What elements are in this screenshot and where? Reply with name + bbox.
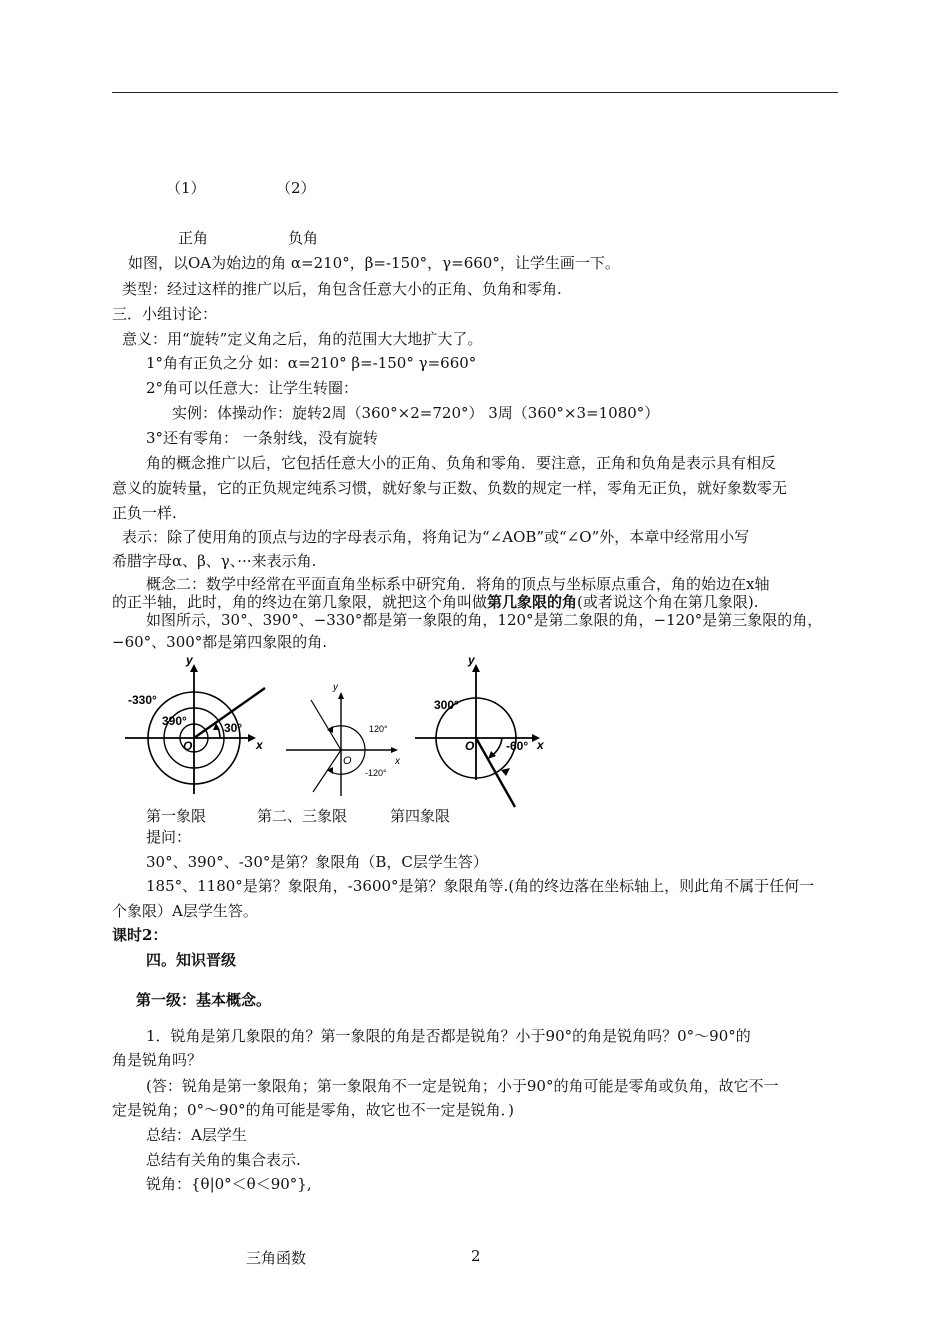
angle-label-neg120: -120° xyxy=(365,768,387,778)
origin-label: O xyxy=(183,739,193,753)
figure-label-1: （1） xyxy=(166,179,206,197)
section-three-heading: 三．小组讨论： xyxy=(112,305,218,323)
figure-label-2: （2） xyxy=(276,179,316,197)
angle-label-120: 120° xyxy=(369,724,388,734)
answer-line: 定是锐角；0°～90°的角可能是零角，故它也不一定是锐角．) xyxy=(112,1101,514,1119)
acute-angle-set: 锐角：{θ|0°＜θ＜90°}, xyxy=(146,1175,312,1193)
exercise-one-line: 角是锐角吗？ xyxy=(112,1051,203,1069)
x-axis-label: x xyxy=(395,756,400,767)
angle-label-neg60: -60° xyxy=(506,739,529,753)
angle-label-30: 30° xyxy=(224,721,243,735)
terminal-side-neg120 xyxy=(313,750,341,792)
meaning-paragraph: 意义：用“旋转”定义角之后，角的范围大大地扩大了。 xyxy=(122,330,483,348)
concept-paragraph-line: 意义的旋转量，它的正负规定纯系习惯，就好象与正数、负数的规定一样，零角无正负，就好象数零无 xyxy=(112,479,788,497)
concept-two-line: 概念二：数学中经常在平面直角坐标系中研究角．将角的顶点与坐标原点重合，角的始边在x轴 xyxy=(146,575,770,593)
header-rule xyxy=(112,92,838,93)
concept-paragraph-line: 正负一样. xyxy=(112,504,177,522)
x-axis-label: x xyxy=(537,738,544,752)
terminal-side-120 xyxy=(311,700,341,750)
notation-paragraph-line: 表示：除了使用角的顶点与边的字母表示角，将角记为“∠AOB”或“∠O”外，本章中经常用小写 xyxy=(122,528,750,546)
angle-label-300: 300° xyxy=(434,698,459,712)
point-three: 3°还有零角： 一条射线，没有旋转 xyxy=(146,429,378,447)
rotation-example: 实例：体操动作：旋转2周（360°×2=720°） 3周（360°×3=1080°） xyxy=(172,404,660,422)
figure-paragraph-line: −60°、300°都是第四象限的角. xyxy=(112,633,328,651)
negative-angle-label: 负角 xyxy=(288,229,319,247)
exercise-one-line: 1．锐角是第几象限的角？第一象限的角是否都是锐角？小于90°的角是锐角吗？0°～90°的 xyxy=(146,1027,751,1045)
origin-label: O xyxy=(465,739,475,753)
point-two: 2°角可以任意大：让学生转圈： xyxy=(146,379,359,397)
arrowhead xyxy=(501,768,510,776)
y-axis-label: y xyxy=(186,653,193,667)
origin-label: O xyxy=(343,755,352,767)
summary-line: 总结：A层学生 xyxy=(146,1126,247,1144)
quadrant-angle-term: 第几象限的角 xyxy=(487,593,578,611)
angle-label-neg330: -330° xyxy=(128,693,157,707)
question-two-line: 个象限）A层学生答。 xyxy=(112,902,258,920)
positive-angle-label: 正角 xyxy=(178,229,209,247)
summary-line: 总结有关角的集合表示. xyxy=(146,1151,301,1169)
question-one: 30°、390°、-30°是第？象限角（B，C层学生答） xyxy=(146,853,488,871)
fourth-quadrant-figure xyxy=(412,652,557,812)
y-axis-label: y xyxy=(333,682,338,693)
y-axis-arrow xyxy=(338,692,344,699)
level-one-heading: 第一级：基本概念。 xyxy=(136,991,272,1009)
angle-label-390: 390° xyxy=(162,714,187,728)
type-paragraph: 类型：经过这样的推广以后，角包含任意大小的正角、负角和零角. xyxy=(122,280,562,298)
answer-line: (答：锐角是第一象限角；第一象限角不一定是锐角；小于90°的角可能是零角或负角，故它不一 xyxy=(146,1077,779,1095)
notation-paragraph-line: 希腊字母α、β、γ、···来表示角. xyxy=(112,552,317,570)
point-one: 1°角有正负之分 如：α=210° β=-150° γ=660° xyxy=(146,354,477,372)
question-label: 提问： xyxy=(146,828,192,846)
first-quadrant-figure xyxy=(120,652,270,800)
concept-two-line xyxy=(112,592,759,612)
x-axis-label: x xyxy=(256,738,263,752)
figure-paragraph-line: 如图所示，30°、390°、−330°都是第一象限的角，120°是第二象限的角，−120°是第三象限的角， xyxy=(146,611,823,629)
concept-paragraph-line: 角的概念推广以后，它包括任意大小的正角、负角和零角．要注意，正角和负角是表示具有相反 xyxy=(146,454,777,472)
page-number: 2 xyxy=(471,1247,481,1265)
section-four-heading: 四。知识晋级 xyxy=(146,951,237,969)
arrowhead xyxy=(327,767,333,774)
caption-first-quadrant: 第一象限 xyxy=(146,807,207,825)
question-two-line: 185°、1180°是第？象限角，-3600°是第？象限角等.(角的终边落在坐标轴上，则此角不属于任何一 xyxy=(146,877,815,895)
lesson-two-heading: 课时2： xyxy=(112,926,168,944)
example-paragraph: 如图，以OA为始边的角 α=210°，β=-150°，γ=660°，让学生画一下。 xyxy=(128,254,620,272)
concept-two-text: 的正半轴，此时，角的终边在第几象限，就把这个角叫做 xyxy=(112,593,488,611)
concept-two-text: (或者说这个角在第几象限). xyxy=(577,593,759,611)
caption-second-third-quadrant: 第二、三象限 xyxy=(257,807,348,825)
second-third-quadrant-figure xyxy=(283,680,408,800)
x-axis-arrow xyxy=(248,734,256,742)
x-axis-arrow xyxy=(391,747,398,753)
caption-fourth-quadrant: 第四象限 xyxy=(390,807,451,825)
y-axis-label: y xyxy=(468,653,475,667)
footer-title: 三角函数 xyxy=(246,1249,307,1267)
